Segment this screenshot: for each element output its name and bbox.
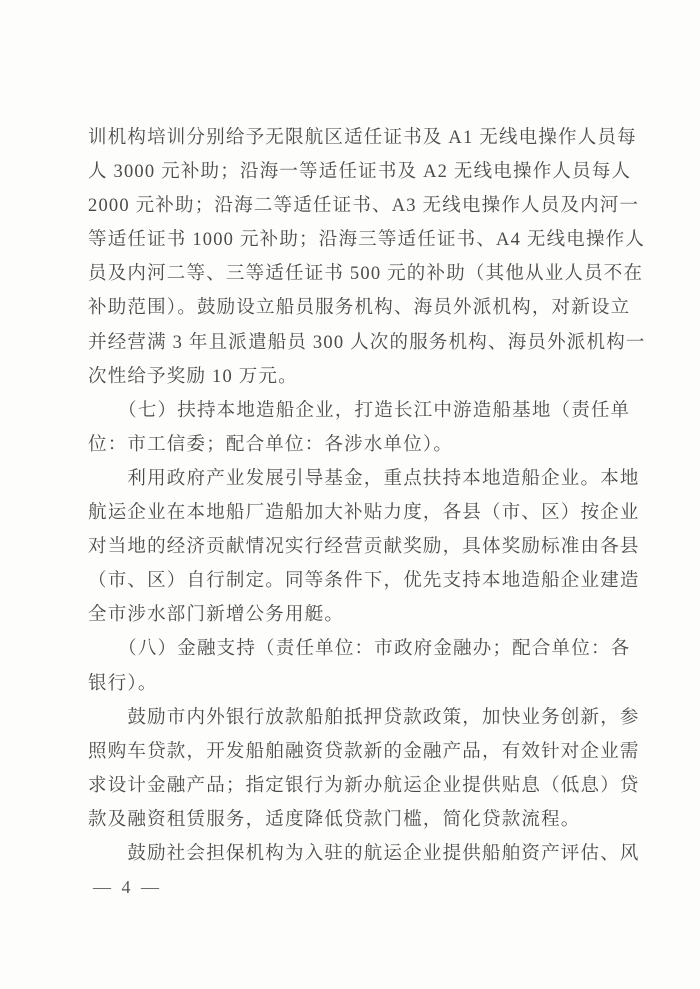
text-line-paragraph-7-start: （七）扶持本地造船企业，打造长江中游造船基地（责任单 (88, 400, 631, 421)
text-line: 全市涉水部门新增公务用艇。 (88, 605, 345, 626)
text-line-paragraph-start: 利用政府产业发展引导基金，重点扶持本地造船企业。本地 (88, 468, 640, 489)
text-line: 求设计金融产品；指定银行为新办航运企业提供贴息（低息）贷 (88, 775, 640, 796)
text-line: 款及融资租赁服务，适度降低贷款门槛，简化贷款流程。 (88, 809, 581, 830)
text-line-paragraph-8-start: （八）金融支持（责任单位：市政府金融办；配合单位：各 (88, 639, 631, 660)
text-line: 银行）。 (88, 673, 158, 694)
text-line: 2000 元补助；沿海二等适任证书、A3 无线电操作人员及内河一 (88, 196, 640, 217)
text-line: 人 3000 元补助；沿海一等适任证书及 A2 无线电操作人员每人 (88, 162, 632, 183)
page-number: — 4 — (93, 877, 162, 897)
document-text-block (88, 121, 646, 871)
text-line: 补助范围）。鼓励设立船员服务机构、海员外派机构，对新设立 (88, 298, 631, 319)
text-line: （市、区）自行制定。同等条件下，优先支持本地造船企业建造 (88, 571, 640, 592)
text-line: 照购车贷款，开发船舶融资贷款新的金融产品，有效针对企业需 (88, 741, 640, 762)
text-line: 对当地的经济贡献情况实行经营贡献奖励，具体奖励标准由各县 (88, 537, 640, 558)
text-line: 等适任证书 1000 元补助；沿海三等适任证书、A4 无线电操作人 (88, 230, 646, 251)
text-line-paragraph-start: 鼓励市内外银行放款船舶抵押贷款政策，加快业务创新，参 (88, 707, 640, 728)
text-line: 次性给予奖励 10 万元。 (88, 366, 298, 387)
text-line: 航运企业在本地船厂造船加大补贴力度，各县（市、区）按企业 (88, 503, 640, 524)
text-line: 员及内河二等、三等适任证书 500 元的补助（其他从业人员不在 (88, 264, 644, 285)
text-line: 位：市工信委；配合单位：各涉水单位）。 (88, 434, 454, 455)
text-line: 并经营满 3 年且派遣船员 300 人次的服务机构、海员外派机构一 (88, 332, 646, 353)
text-line-paragraph-start: 鼓励社会担保机构为入驻的航运企业提供船舶资产评估、风 (88, 843, 640, 864)
text-line: 训机构培训分别给予无限航区适任证书及 A1 无线电操作人员每 (88, 128, 637, 148)
